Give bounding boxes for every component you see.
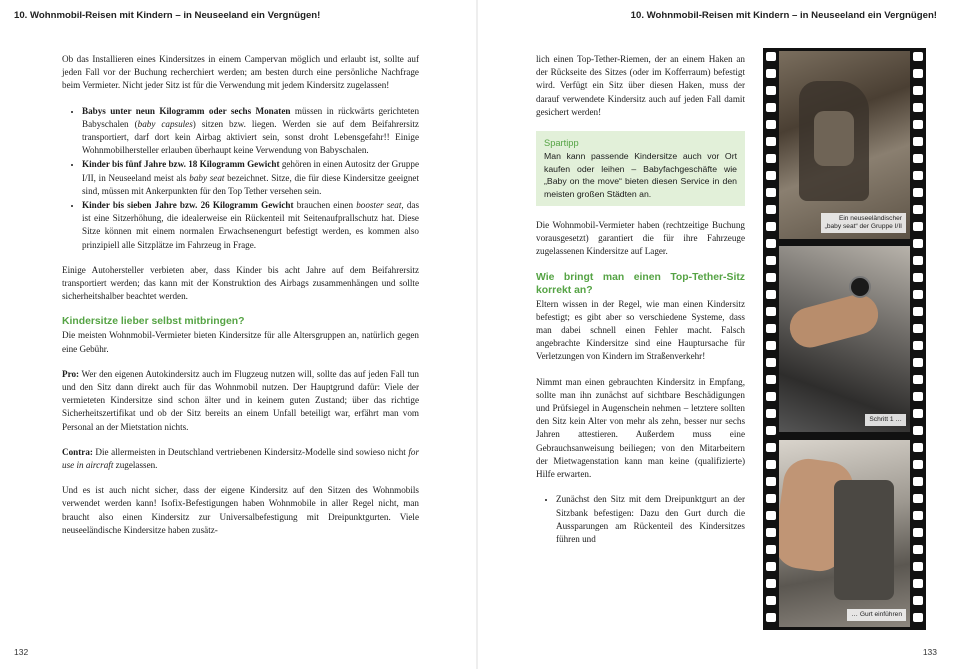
rental-paragraph: Die Wohnmobil-Vermieter haben (rechtzeitige Buchung vorausgesetzt) garantiert die für ihre Fahrzeuge zugelassenen Kindersitze auf Lager.: [536, 220, 745, 257]
spartipp-text: Man kann passende Kindersitze auch vor Ort kaufen oder leihen – Babyfachgeschäfte wie „Baby on the move“ bieten diesen Service in den meisten großen Städten an.: [544, 151, 737, 199]
pro-paragraph: Pro: Wer den eigenen Autokindersitz auch im Flugzeug nutzen will, sollte das auf jeden Fall tun und den Sitz dann direkt auch für das Wohnmobil nutzen. Der Hauptgrund dafür: Viele der vermieteten Kindersitze sind schon älter und in keinem guten Zustand; über das richtige Sicherheitszertifikat und ob der Sitz bereits an einem Unfall beteiligt war, erfährt man vom Personal an der Mietstation nichts.: [62, 368, 419, 432]
film-hole: [766, 120, 776, 129]
film-hole: [913, 341, 923, 350]
filmstrip-photos: [763, 48, 926, 630]
film-hole: [913, 307, 923, 316]
used-seat-paragraph: Nimmt man einen gebrauchten Kindersitz in Empfang, sollte man ihn zunächst auf sichtbare Beschädigungen und Prüfsiegel in Augenschein nehmen – letztere sollten den Sitz kein Alter von mehr als zehn, besser nur sechs Jahren attestieren. Außerdem muss eine Gebrauchsanweisung beiliegen; von den Mitarbeitern der Mietwagenstation kann man keine (qualifizierte) Hilfe erwarten.: [536, 376, 745, 480]
film-hole: [913, 256, 923, 265]
film-hole: [766, 290, 776, 299]
film-hole: [913, 358, 923, 367]
film-hole: [913, 273, 923, 282]
intro-paragraph: Ob das Installieren eines Kindersitzes in einem Campervan möglich und erlaubt ist, sollte auf jeden Fall vor der Buchung recherchiert werden; am besten durch eine persönliche Nachfrage beim Vermieter. Nicht jeder Sitz ist für die Verwendung mit jedem Kindersitz zugelassen!: [62, 54, 419, 91]
film-hole: [766, 596, 776, 605]
steps-list: [536, 493, 745, 546]
film-hole: [766, 613, 776, 622]
bring-paragraph: Die meisten Wohnmobil-Vermieter bieten Kindersitze für alle Altersgruppen an, natürlich gegen eine Gebühr.: [62, 330, 419, 354]
film-hole: [766, 579, 776, 588]
film-perforation-left: [766, 48, 776, 630]
child-seat-list: [62, 105, 419, 252]
spartipp-title: Spartipp: [544, 138, 579, 149]
film-hole: [913, 443, 923, 452]
film-hole: [766, 358, 776, 367]
film-hole: [766, 52, 776, 61]
tether-paragraph: Eltern wissen in der Regel, wie man einen Kindersitz befestigt; es gibt aber so verschiedene Systeme, dass man dabei schnell einen Fehler macht. Falsch angebrachte Kindersitze sind eine Hauptursache für Verletzungen von Kindern im Straßenverkehr!: [536, 298, 745, 362]
film-hole: [766, 528, 776, 537]
film-hole: [913, 69, 923, 78]
film-hole: [913, 426, 923, 435]
list-item: • Kinder bis fünf Jahre bzw. 18 Kilogramm Gewicht gehören in einen Autositz der Gruppe I/II, in Neuseeland meist als baby seat bezeichnet. Sitze, die für diese Kindersitze geeignet sind, müssen mit Ankerpunkten für den Top Tether versehen sein.: [82, 158, 419, 198]
film-hole: [766, 443, 776, 452]
film-hole: [766, 341, 776, 350]
film-hole: [766, 239, 776, 248]
film-hole: [913, 103, 923, 112]
list-item: • Kinder bis sieben Jahre bzw. 26 Kilogramm Gewicht brauchen einen booster seat, das ist eine Sitzerhöhung, die idealerweise ein Rückenteil mit Seitenaufprallschutz hat. Diese Sitze können mit einem normalen Erwachsenengurt befestigt werden, es kommen also prinzipiell alle Sitzplätze im Fahrzeug in Frage.: [82, 199, 419, 252]
left-text-column: [62, 53, 419, 549]
film-hole: [913, 579, 923, 588]
film-hole: [913, 239, 923, 248]
belt-shape: [834, 480, 894, 600]
photo-baby-seat: [779, 51, 910, 239]
film-hole: [913, 545, 923, 554]
photo-caption-2: Schritt 1 …: [865, 414, 906, 426]
film-hole: [766, 86, 776, 95]
film-hole: [913, 154, 923, 163]
heading-top-tether: Wie bringt man einen Top-Tether-Sitz korrekt an?: [536, 271, 745, 296]
page-number-right: 133: [922, 647, 937, 657]
right-page: [478, 0, 955, 669]
film-hole: [766, 562, 776, 571]
spartipp-box: [536, 131, 745, 206]
film-hole: [913, 528, 923, 537]
film-hole: [766, 154, 776, 163]
list-item: • Babys unter neun Kilogramm oder sechs Monaten müssen in rückwärts gerichteten Babyschalen (baby capsules) sitzen bzw. liegen. Werden sie auf dem Beifahrersitz transportiert, darf dort kein Airbag aktiviert sein, sonst droht Lebensgefahr!! Einige Wohnmobilhersteller erlauben überhaupt keine Verwendung von Babyschalen.: [82, 105, 419, 158]
photo-insert-belt: [779, 440, 910, 627]
running-head-left: 10. Wohnmobil-Reisen mit Kindern – in Neuseeland ein Vergnügen!: [14, 10, 321, 21]
film-hole: [913, 205, 923, 214]
film-hole: [766, 205, 776, 214]
film-hole: [913, 324, 923, 333]
film-hole: [766, 137, 776, 146]
film-hole: [913, 120, 923, 129]
film-hole: [913, 137, 923, 146]
film-hole: [913, 52, 923, 61]
film-hole: [913, 392, 923, 401]
film-hole: [913, 290, 923, 299]
film-hole: [913, 86, 923, 95]
film-hole: [913, 562, 923, 571]
film-hole: [766, 375, 776, 384]
list-item: • Zunächst den Sitz mit dem Dreipunktgurt an der Sitzbank befestigen: Dazu den Gurt durch die Aussparungen am Rückenteil des Kindersitzes führen und: [556, 493, 745, 546]
film-hole: [913, 222, 923, 231]
tether-continuation-paragraph: lich einen Top-Tether-Riemen, der an einem Haken an der Rückseite des Sitzes (oder im Kofferraum) befestigt wird. Verfügt ein Sitz über diesen Haken, muss der darauf verwendete Kindersitz auch auf jeden Fall damit gesichert werden!: [536, 54, 745, 117]
seat-cushion-shape: [814, 111, 854, 166]
film-hole: [913, 511, 923, 520]
right-text-column: [536, 53, 745, 558]
running-head-right: 10. Wohnmobil-Reisen mit Kindern – in Neuseeland ein Vergnügen!: [630, 10, 937, 21]
film-hole: [913, 188, 923, 197]
film-hole: [913, 409, 923, 418]
film-hole: [913, 613, 923, 622]
photo-caption-1: Ein neuseeländischer „baby seat“ der Gruppe I/II: [821, 213, 906, 233]
left-page: [0, 0, 477, 669]
page-number-left: 132: [14, 647, 29, 657]
contra-paragraph: Contra: Die allermeisten in Deutschland vertriebenen Kindersitz-Modelle sind sowieso nicht for use in aircraft zugelassen.: [62, 446, 419, 471]
film-hole: [766, 171, 776, 180]
airbag-paragraph: Einige Autohersteller verbieten aber, dass Kinder bis acht Jahre auf dem Beifahrersitz transportiert werden; das kann mit der Konstruktion des Airbags zusammenhängen und sollte sicherheitshalber beachtet werden.: [62, 264, 419, 302]
film-hole: [766, 256, 776, 265]
film-perforation-right: [913, 48, 923, 630]
film-hole: [913, 494, 923, 503]
film-hole: [766, 69, 776, 78]
film-hole: [766, 477, 776, 486]
film-hole: [766, 273, 776, 282]
film-hole: [913, 596, 923, 605]
film-hole: [913, 375, 923, 384]
film-hole: [766, 307, 776, 316]
film-hole: [766, 545, 776, 554]
film-hole: [766, 460, 776, 469]
film-hole: [766, 103, 776, 112]
film-hole: [766, 324, 776, 333]
film-hole: [766, 494, 776, 503]
photo-step-1: [779, 246, 910, 432]
film-hole: [913, 171, 923, 180]
film-hole: [766, 409, 776, 418]
film-hole: [913, 460, 923, 469]
watch-shape: [849, 276, 871, 298]
isofix-paragraph: Und es ist auch nicht sicher, dass der eigene Kindersitz auf den Sitzen des Wohnmobils verwendet werden kann! Isofix-Befestigungen haben Wohnmobile in aller Regel nicht, man braucht also einen Kindersitz zur Universalbefestigung mit Dreipunktgurten. Viele neuseeländische Kindersitze haben zusätz-: [62, 485, 419, 535]
hand-shape: [785, 290, 882, 352]
film-hole: [766, 392, 776, 401]
film-hole: [766, 222, 776, 231]
film-hole: [766, 188, 776, 197]
film-hole: [913, 477, 923, 486]
film-hole: [766, 511, 776, 520]
photo-caption-3: … Gurt einführen: [847, 609, 906, 621]
heading-bring-own-seat: Kindersitze lieber selbst mitbringen?: [62, 316, 245, 328]
film-hole: [766, 426, 776, 435]
